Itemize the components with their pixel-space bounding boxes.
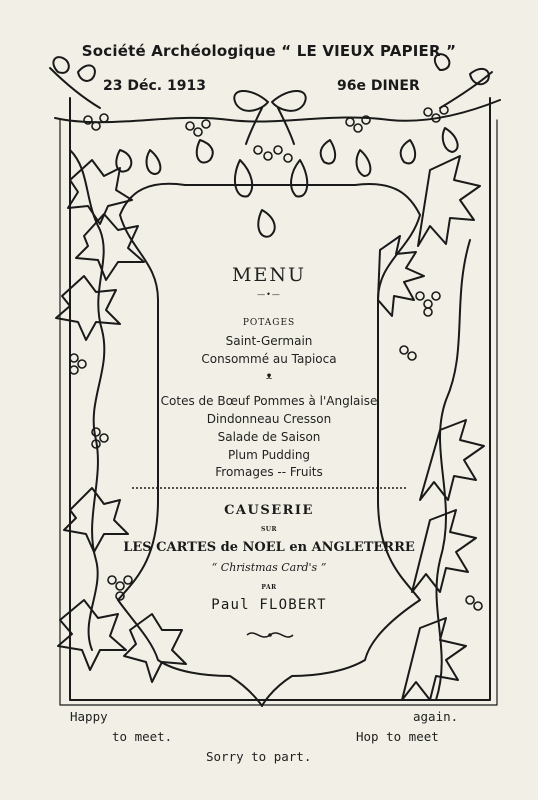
dotted-separator (132, 486, 406, 490)
menu-item-main-4: Plum Pudding (227, 448, 311, 462)
footer-sorry: Sorry to part. (206, 749, 312, 764)
flourish-ornament (245, 628, 295, 642)
footer-to-meet: to meet. (112, 729, 173, 744)
menu-item-potage-2: Consommé au Tapioca (201, 352, 337, 366)
section-ornament: ᴥ (265, 371, 273, 382)
causerie-sur: SUR (260, 526, 278, 533)
event-date: 23 Déc. 1913 (103, 78, 206, 94)
menu-divider: —•— (257, 290, 281, 299)
causerie-title: CAUSERIE (224, 503, 314, 518)
causerie-subject: LES CARTES de NOEL en ANGLETERRE (123, 540, 415, 555)
menu-item-main-3: Salade de Saison (217, 430, 321, 444)
menu-title: MENU (232, 264, 306, 286)
menu-item-main-1: Cotes de Bœuf Pommes à l'Anglaise (160, 394, 378, 408)
menu-item-potage-1: Saint-Germain (225, 334, 313, 348)
potages-label: POTAGES (242, 318, 296, 328)
menu-item-main-2: Dindonneau Cresson (206, 412, 332, 426)
causerie-author: Paul FLOBERT (211, 597, 327, 613)
footer-again: again. (413, 709, 459, 724)
dinner-number: 96e DINER (337, 78, 420, 94)
causerie-par: PAR (261, 584, 277, 591)
society-title: Société Archéologique “ LE VIEUX PAPIER ” (81, 42, 457, 60)
causerie-quote: “ Christmas Card's ” (211, 561, 327, 574)
menu-item-main-5: Fromages -- Fruits (215, 465, 323, 479)
footer-happy: Happy (70, 709, 108, 724)
footer-hop-to-meet: Hop to meet (356, 729, 439, 744)
